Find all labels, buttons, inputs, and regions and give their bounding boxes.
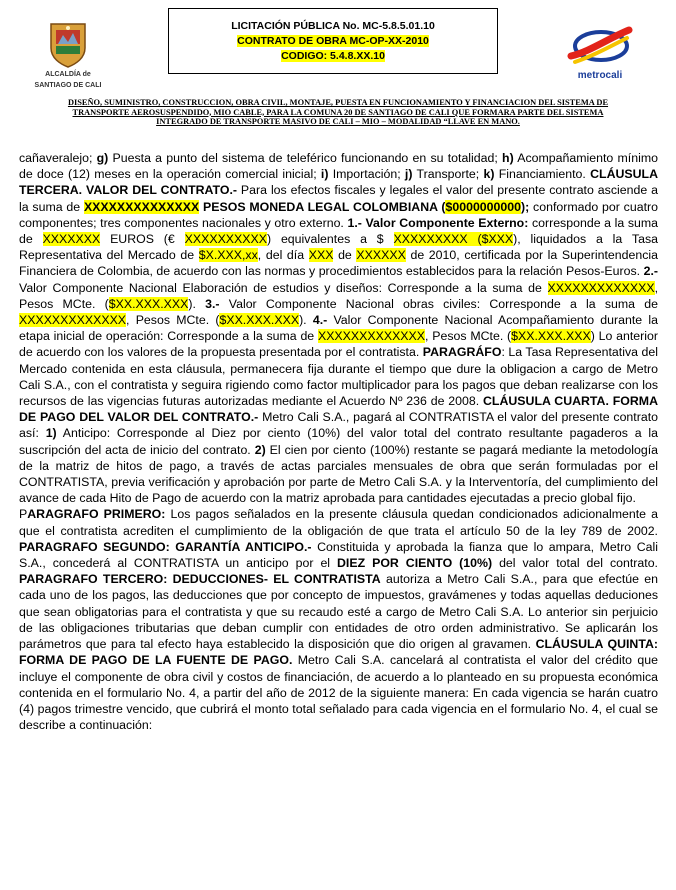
placeholder-value: XXXXXXXXXXXXX <box>317 329 426 344</box>
item-label: g) <box>96 151 109 165</box>
text: del valor total del contrato. <box>492 556 658 571</box>
tender-title: LICITACIÓN PÚBLICA No. MC-5.8.5.01.10 <box>231 20 435 32</box>
contract-amount-number: $0000000000 <box>445 199 521 214</box>
text: Para los efectos fiscales y legales el valor del presente contrato asciende a la suma de <box>19 183 658 214</box>
text: Financiamiento. <box>494 167 591 182</box>
placeholder-value: XXXXXXXXX ($XXX <box>393 232 514 247</box>
item-label: i) <box>320 167 329 182</box>
contract-number: CONTRATO DE OBRA MC-OP-XX-2010 <box>237 35 429 47</box>
paragraph-label: PARAGRÁFO <box>422 345 502 360</box>
project-description-line-3: INTEGRADO DE TRANSPORTE MASIVO DE CALI – MIO – MODALIDAD “LLAVE EN MANO. <box>156 117 520 126</box>
text: Transporte; <box>412 167 484 182</box>
text: ) Lo anterior de acuerdo con los valores de la propuesta presentada por el contratista. <box>19 329 658 360</box>
placeholder-value: $XX.XXX.XXX <box>108 296 189 311</box>
component-external-label: 1.- Valor Componente Externo: <box>347 215 529 230</box>
text: Anticipo: Corresponde al Diez por ciento (10%) del valor total del contrato resultante pagaderos a la suscripción del acta de inicio del contrato. <box>19 426 658 457</box>
placeholder-value: XXXXXXXXXXXXX <box>19 313 127 328</box>
project-description-line-1: DISEÑO, SUMINISTRO, CONSTRUCCION, OBRA CIVIL, MONTAJE, PUESTA EN FUNCIONAMIENTO Y FINANCIACION DEL SISTEMA DE <box>67 98 609 107</box>
text: corresponde a la suma de <box>19 215 658 247</box>
item-label: 2.- <box>643 264 658 279</box>
paragraph-second-label: PARAGRAFO SEGUNDO: GARANTÍA ANTICIPO.- <box>19 539 312 554</box>
metrocali-logo <box>560 26 640 86</box>
item-label: 1) <box>45 426 57 441</box>
item-label: j) <box>404 167 413 182</box>
text: P <box>19 507 28 522</box>
clause-fourth-title: CLÁUSULA CUARTA. FORMA DE PAGO DEL VALOR DEL CONTRATO.- <box>19 394 658 425</box>
text: Acompañamiento mínimo de doce (12) meses en la operación comercial inicial; <box>19 151 658 182</box>
text: , Pesos MCte. ( <box>425 329 512 344</box>
text: Importación; <box>328 167 405 182</box>
clause-fifth-title: CLÁUSULA QUINTA: FORMA DE PAGO DE LA FUENTE DE PAGO. <box>19 637 658 668</box>
text: Constituida y aprobada la fianza que lo ampara, Metro Cali S.A., concederá al CONTRATISTA un anticipo por el <box>19 539 658 571</box>
text: Metro Cali S.A. cancelará al contratista el valor del crédito que incluye el componente de obra civil y costos de financiación, de acuerdo a lo planteado en su propuesta económica contenida en el formulario No. 4, a partir del año de 2012 de la siguiente manera: En cada vigencia se harán cuatro (4) pagos trimestre vencido, que cubrirá el monto total señalado para cada vigencia en el formulario No. 4, el cual se describe a continuación: <box>19 653 658 733</box>
text: ); <box>521 199 530 214</box>
text: Valor Componente Nacional obras civiles: Corresponde a la suma de <box>219 296 658 311</box>
clause-third-title: CLÁUSULA TERCERA. VALOR DEL CONTRATO.- <box>19 167 659 198</box>
contract-title-box <box>168 8 498 74</box>
text: cañaveralejo; <box>19 151 97 165</box>
alcaldia-caption-1: ALCALDÍA de <box>45 71 91 78</box>
text: Valor Componente Nacional Elaboración de estudios y diseños: Corresponde a la suma de <box>19 280 548 295</box>
alcaldia-logo <box>18 22 118 92</box>
text: de <box>333 248 357 263</box>
text: ), liquidados a la Tasa Representativa del Mercado de <box>19 232 658 263</box>
text: autoriza a Metro Cali S.A., para que efectúe en cada uno de los pagos, las deducciones que por concepto de impuestos, gravámenes y todas aquellas deduciones que sean obligatorias para el contratista y que su recaudo esté a cargo de Metro Cali S.A. Lo anterior sin perjuicio de las obligaciones tributarias que deban cumplir con entidades de otro orden administrativo. Se aplicarán los parámetros que para tal efecto haya establecido la disposición que dio origen al gravamen. <box>19 572 658 652</box>
text: Puesta a punto del sistema de teleférico funcionando en su totalidad; <box>108 151 503 165</box>
text: Valor Componente Nacional Acompañamiento durante la etapa inicial de operación: Corresponde a la suma de <box>19 313 658 344</box>
paragraph-first-label: ARAGRAFO PRIMERO: <box>27 507 166 522</box>
text: conformado por cuatro componentes; tres componentes nacionales y otro externo. <box>19 199 658 230</box>
alcaldia-caption-2: SANTIAGO DE CALI <box>34 82 102 89</box>
currency-label: PESOS MONEDA LEGAL COLOMBIANA ( <box>199 199 446 214</box>
item-label: 4.- <box>312 313 328 328</box>
text: , Pesos MCte. ( <box>126 313 220 328</box>
text: de 2010, certificada por la Superintendencia Financiera de Colombia, de acuerdo con las normas y procedimientos establecidos para la relación Pesos-Euros. <box>19 248 658 279</box>
contract-body <box>19 150 658 733</box>
text: , del día <box>257 248 309 263</box>
placeholder-value: $X.XXX,xx <box>198 248 258 263</box>
text: Los pagos señalados en la presente cláusula quedan condicionados adicionalmente a que el contratista acrediten el cumplimiento de la obligación de que trata el artículo 50 de la ley 789 de 2002. <box>19 507 658 538</box>
item-label: h) <box>502 151 514 165</box>
text: , Pesos MCte. ( <box>19 280 658 311</box>
project-description-line-2: TRANSPORTE AEROSUSPENDIDO, MIO CABLE, PARA LA COMUNA 20 DE SANTIAGO DE CALI QUE FORMARA PARTE DEL SISTEMA <box>72 107 604 117</box>
placeholder-value: XXXXXXXXXXXXX <box>547 280 655 295</box>
text: EUROS (€ <box>100 232 185 247</box>
contract-amount-words: XXXXXXXXXXXXXX <box>83 199 200 214</box>
text: ). <box>299 313 313 328</box>
paragraph-third-label: PARAGRAFO TERCERO: DEDUCCIONES- EL CONTRATISTA <box>19 572 381 587</box>
cali-crest-icon <box>48 22 88 68</box>
text: ). <box>188 296 206 311</box>
item-label: 3.- <box>205 296 220 311</box>
placeholder-value: XXX <box>308 248 334 263</box>
project-description <box>22 98 654 127</box>
metrocali-swoosh-icon <box>565 26 635 70</box>
placeholder-value: XXXXXXX <box>42 232 101 247</box>
contract-code: CODIGO: 5.4.8.XX.10 <box>281 50 385 62</box>
item-label: 2) <box>254 442 266 457</box>
metrocali-wordmark: metrocali <box>577 70 623 81</box>
text: ) equivalentes a $ <box>266 232 394 247</box>
page-header <box>0 0 676 150</box>
placeholder-value: XXXXXXXXXX <box>184 232 267 247</box>
item-label: k) <box>483 167 495 182</box>
text: El cien por ciento (100%) restante se pagará mediante la metodología de la matriz de hitos de pago, a través de actas parciales mensuales de obra que serán formuladas por el CONTRATISTA, previa verificación y aprobación por parte de Metro Cali S.A. y la Interventoría, del cumplimiento del avance de cada Hito de Pago de acuerdo con la matriz aprobada para cantidades ejecutadas a precio global fijo. <box>19 442 658 506</box>
text: Metro Cali S.A., pagará al CONTRATISTA el valor del presente contrato así: <box>19 410 658 441</box>
placeholder-value: $XX.XXX.XXX <box>511 329 591 344</box>
text: : La Tasa Representativa del Mercado contenida en esta cláusula, permanecera fija durante el tiempo que dure la obligacion a cargo de Metro Cali S.A., con el contratista y seguira rigiendo como factor multiplicador para los pagos que deban realizarse con los recursos de las vigencias futuras autorizadas mediante el Acuerdo Nº 236 de 2008. <box>19 345 658 409</box>
placeholder-value: $XX.XXX.XXX <box>219 313 300 328</box>
placeholder-value: XXXXXX <box>356 248 406 263</box>
advance-percentage: DIEZ POR CIENTO (10%) <box>337 556 493 571</box>
